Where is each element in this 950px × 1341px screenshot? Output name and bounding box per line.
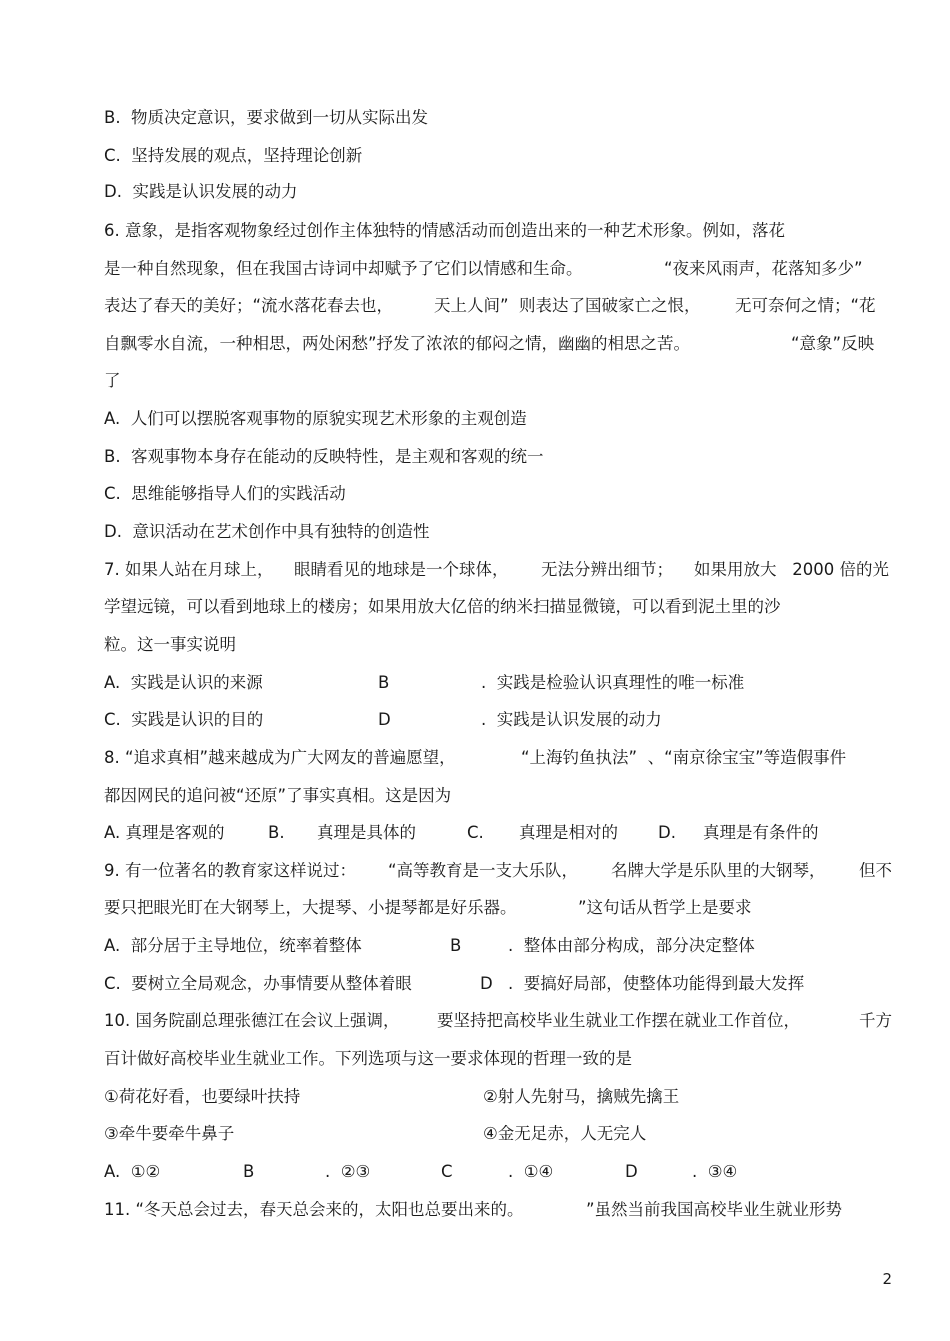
option-a-q7: A. 实践是认识的来源	[104, 673, 263, 692]
question-9-line-1d: 但不	[859, 861, 892, 880]
question-9-line-1a: 9. 有一位著名的教育家这样说过：	[104, 861, 356, 880]
option-c-q10: . ①④	[508, 1162, 554, 1181]
question-7-line-1c: 无法分辨出细节；	[541, 560, 673, 579]
option-c-letter-q8: C.	[467, 823, 484, 842]
option-b-q8: 真理是具体的	[317, 823, 416, 842]
option-d-q6: D. 意识活动在艺术创作中具有独特的创造性	[104, 522, 430, 541]
option-d-letter-q7: D	[378, 710, 391, 729]
question-6-line-2b: “夜来风雨声，花落知多少”	[664, 259, 863, 278]
question-6-line-3a: 表达了春天的美好；“流水落花春去也，	[104, 296, 394, 315]
question-6-line-4a: 自飘零水自流，一种相思，两处闲愁”抒发了浓浓的郁闷之情，幽幽的相思之苦。	[104, 334, 691, 353]
option-c-letter-q10: C	[441, 1162, 453, 1181]
option-a-q6: A. 人们可以摆脱客观事物的原貌实现艺术形象的主观创造	[104, 409, 527, 428]
option-d-q9: . 要搞好局部，使整体功能得到最大发挥	[508, 974, 805, 993]
question-9-line-1c: 名牌大学是乐队里的大钢琴，	[611, 861, 826, 880]
option-b-letter-q9: B	[450, 936, 462, 955]
option-b-q5: B. 物质决定意识，要求做到一切从实际出发	[104, 108, 429, 127]
question-6-line-3c: 无可奈何之情；“花	[735, 296, 876, 315]
option-b-letter-q8: B.	[268, 823, 285, 842]
option-b-letter-q10: B	[243, 1162, 255, 1181]
option-c-q8: 真理是相对的	[519, 823, 618, 842]
option-b-q7: . 实践是检验认识真理性的唯一标准	[481, 673, 745, 692]
question-7-line-1b: 眼睛看见的地球是一个球体，	[294, 560, 509, 579]
option-d-q7: . 实践是认识发展的动力	[481, 710, 662, 729]
option-c-q9: C. 要树立全局观念，办事情要从整体着眼	[104, 974, 412, 993]
question-11-line-1a: 11. “冬天总会过去，春天总会来的，太阳也总要出来的。	[104, 1200, 524, 1219]
question-9-line-2a: 要只把眼光盯在大钢琴上，大提琴、小提琴都是好乐器。	[104, 898, 517, 917]
question-10-line-2: 百计做好高校毕业生就业工作。下列选项与这一要求体现的哲理一致的是	[104, 1049, 632, 1068]
question-9-line-1b: “高等教育是一支大乐队，	[388, 861, 579, 880]
option-c-q6: C. 思维能够指导人们的实践活动	[104, 484, 346, 503]
question-10-line-1b: 要坚持把高校毕业生就业工作摆在就业工作首位，	[437, 1011, 800, 1030]
option-b-q9: . 整体由部分构成，部分决定整体	[508, 936, 755, 955]
question-7-line-1d: 如果用放大 2000 倍的光	[694, 560, 889, 579]
option-a-q10: A. ①②	[104, 1162, 161, 1181]
statement-3-q10: ③牵牛要牵牛鼻子	[104, 1124, 235, 1143]
option-d-q5: D. 实践是认识发展的动力	[104, 182, 298, 201]
question-8-line-2: 都因网民的追问被“还原”了事实真相。这是因为	[104, 786, 452, 805]
option-a-q8: A. 真理是客观的	[104, 823, 225, 842]
option-d-letter-q10: D	[625, 1162, 638, 1181]
question-9-line-2b: ”这句话从哲学上是要求	[578, 898, 752, 917]
option-b-q6: B. 客观事物本身存在能动的反映特性，是主观和客观的统一	[104, 447, 544, 466]
question-11-line-1b: ”虽然当前我国高校毕业生就业形势	[586, 1200, 843, 1219]
question-6-line-1: 6. 意象，是指客观物象经过创作主体独特的情感活动而创造出来的一种艺术形象。例如，落花	[104, 221, 785, 240]
question-6-line-4b: “意象”反映	[791, 334, 875, 353]
option-d-q8: 真理是有条件的	[703, 823, 819, 842]
statement-2-q10: ②射人先射马，擒贼先擒王	[483, 1087, 680, 1106]
option-d-q10: . ③④	[692, 1162, 738, 1181]
question-6-line-3b: 天上人间” 则表达了国破家亡之恨，	[434, 296, 701, 315]
question-8-line-1b: “上海钓鱼执法” 、“南京徐宝宝”等造假事件	[521, 748, 847, 767]
statement-4-q10: ④金无足赤，人无完人	[483, 1124, 647, 1143]
question-7-line-2: 学望远镜，可以看到地球上的楼房；如果用放大亿倍的纳米扫描显微镜，可以看到泥土里的沙	[104, 597, 781, 616]
question-10-line-1a: 10. 国务院副总理张德江在会议上强调，	[104, 1011, 400, 1030]
question-7-line-3: 粒。这一事实说明	[104, 635, 236, 654]
option-b-q10: . ②③	[325, 1162, 371, 1181]
question-7-line-1a: 7. 如果人站在月球上，	[104, 560, 274, 579]
option-b-letter-q7: B	[378, 673, 390, 692]
option-d-letter-q8: D.	[658, 823, 676, 842]
option-d-letter-q9: D	[480, 974, 493, 993]
page-number: 2	[882, 1270, 892, 1288]
question-8-line-1a: 8. “追求真相”越来越成为广大网友的普遍愿望，	[104, 748, 456, 767]
question-6-line-2a: 是一种自然现象，但在我国古诗词中却赋予了它们以情感和生命。	[104, 259, 583, 278]
option-a-q9: A. 部分居于主导地位，统率着整体	[104, 936, 362, 955]
option-c-q7: C. 实践是认识的目的	[104, 710, 264, 729]
statement-1-q10: ①荷花好看，也要绿叶扶持	[104, 1087, 301, 1106]
question-10-line-1c: 千方	[859, 1011, 892, 1030]
option-c-q5: C. 坚持发展的观点，坚持理论创新	[104, 146, 363, 165]
question-6-line-5: 了	[104, 371, 121, 390]
